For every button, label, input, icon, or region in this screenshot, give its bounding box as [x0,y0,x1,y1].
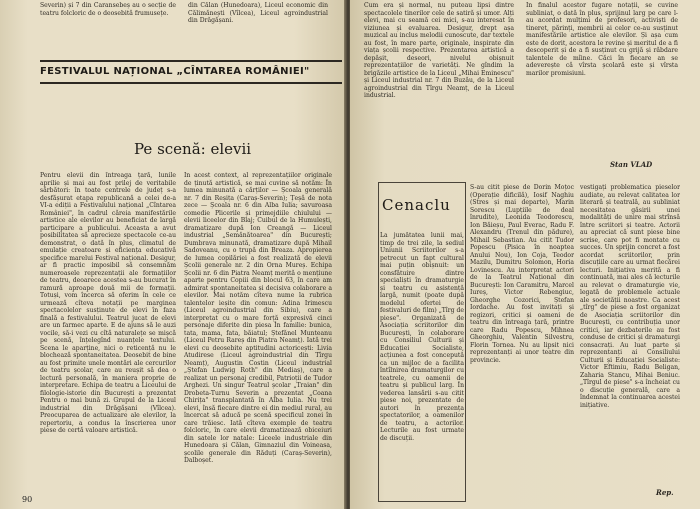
article-column-1: Pentru elevii din întreaga țară, lunile aprilie și mai au fost prilej de veritabile sărbători: în toate centrele de județ s-a desfășurat etapa republicană a celei de-a VI-a ediții a Festivalului național „Cîntarea României", în cadrul căreia manifestările artistice ale elevilor au beneficiat de largă participare a publicului. Aceasta a avut posibilitatea să aprecieze spectacole ce-au demonstrat, o dată în plus, climatul de emulație creatoare și eficiența educativă specifice marelui Festival național. Desigur, ar fi practic imposibil să consemnăm numeroasele reprezentații ale formațiilor de teatru, deoarece acestea s-au bucurat în ramură aproape două mii de formații. Totuși, vom încerca să oferim în cele ce urmează cîteva notații pe marginea spectacolelor susținute de elevi în faza finală a festivalului. Teatrul jucat de elevi are un farmec aparte. E de ajuns să le auzi vocile, să-i vezi cu cîtă naturalețe se mișcă pe scenă, înțelegînd nuanțele textului. Scena le aparține, nici o reticență nu le blochează spontaneitatea. Deosebit de bine au fost primite unele montări ale cercurilor de teatru școlar, care au reușit să dea o lectură personală, în maniera proprie de interpretare. Echipa de teatru a Liceului de filologie-istorie din București a prezentat Pentru o mai bună zi. Grupul de la Liceul industrial din Drăgășani (Vîlcea). Preocuparea de actualizare ale elevilor, la repertoriu, a condus la înscrierea unor piese de certă valoare artistică. [40,172,176,434]
article-column-2: În acest context, al reprezentațiilor originale de ținută artistică, se mai cuvine să notăm: În lumea minunată a cărților — Școala generală nr. 7 din Reșița (Caraș-Severin); Țeșă de nota zece — Școala nr. 6 din Alba Iulia; savuroasa comedie Plicerile și primejdiile chiulului — elevii liceelor din Blaj; Cuibul de la Humulești, dramatizare după Ion Creangă — Liceul industrial „Semănătoarea" din București; Dumbrava minunată, dramatizare după Mihail Sadoveanu, cu o trupă din Breaza. Apropierea de lumea copilăriei a fost realizată de elevii Școlii generale nr. 2 din Orna Mureș. Echipa Școlii nr. 6 din Piatra Neamț merită o mențiune aparte pentru Copiii din blocul 63, în care am admirat spontaneitatea și decisiva colaborare a elevilor. Mai notăm cîteva nume la rubrica talentelor ieșite din comun: Adina Irimescu (Liceul agroindustrial din Sibiu), care a interpretat cu o mare forță expresivă cinci personaje diferite din piesa În familie: bunica, tata, mama, fata, băiatul; Ștefănel Munteanu (Liceul Petru Rareș din Piatra Neamț). Iată trei elevi cu deosebite aptitudini actoricești: Livia Atudirese (Liceul agroindustrial din Tîrgu Neamț), Augustin Costin (Liceul industrial „Ștefan Ludwig Roth" din Mediaș), care a realizat un personaj credibil, Patrioții de Tudor Arghezi. Un singur Teatrul școlar „Traian" din Drobeta-Turnu Severin a prezentat „Coana Chirița" transplantată în Alba Iulia. Nu trei elevi, însă fiecare dintre ei din mediul rural, au încercat să aducă pe scenă specificul zonei în care trăiesc. Iată cîteva exemple de teatru folcloric, în care elevii dramatizează obiceiuri din satele lor natale: Liceele industriale din Hunedoara și Călan, Gimnaziul din Voineasa, școlile generale din Răduți (Caraș-Severin), Dalboșet. [184,172,332,464]
top-column-1: Cum era și normal, nu puteau lipsi dintre spectacolele tinerilor cele de satiră și umor. Alți elevi, mai cu seamă cei mici, s-au interesat în viziunea și evaluarea. Desigur, drept așa muzical au inclus melodii cunoscute, dar textele au fost, în mare parte, originale, inspirate din viața școlii respective. Prezentarea artistică a depășit, deseori, nivelul obișnuit reprezentațiilor de varietăți. Ne gîndim la brigăzile artistice de la Liceul „Mihai Eminescu" și Liceul industrial nr. 7 din Buzău, de la Liceul agroindustrial din Tîrgu Neamț, de la Liceul industrial. [364,2,514,99]
cenaclu-title: Cenaclu [382,196,451,214]
top-column-2: În finalul acestor fugare notații, se cuvine subliniat, o dată în plus, sprijinul larg pe care l-au acordat mulțimi de profesori, activiști de tineret, părinți, membrii ai celor ce-au susținut manifestările artistice ale elevilor. Și așa cum este de dorit, acestora le revine și meritul de a fi descoperit și de a fi susținut cu grijă și răbdare talentele de mîine. Căci în fiecare an se adeverește că vîrsta școlară este și vîrsta marilor promisiuni. [526,2,678,77]
cenaclu-frame [378,182,466,502]
festival-title: FESTIVALUL NAȚIONAL „CÎNTAREA ROMÂNIEI" [40,66,310,77]
signature-bottom: Rep. [656,488,674,497]
signature-top: Stan VLAD [610,160,653,169]
title-rule-top [40,60,342,62]
cenaclu-column-1: La jumătatea lunii mai, timp de trei zile, la sediul Uniunii Scriitorilor s-a petrecut un fapt cultural mai puțin obișnuit: un consfătuire dintre specialiști în dramaturgie și teatru cu asistență largă, numit (poate după modelul ofertei de festivaluri de film) „Tîrg de piese". Organizată de Asociația scriitorilor din București, în colaborare cu Consiliul Culturii și Educației Socialiste, acțiunea a fost concepută ca un mijloc de a facilita întîlnirea dramaturgilor cu teatrele, cu oamenii de teatru și publicul larg. În vederea lansării s-au citit piese noi, prezentate de autori în prezența spectatorilor, a oamenilor de teatru, a actorilor. Lecturile au fost urmate de discuții. [380,232,464,442]
left-page [0,0,346,509]
top-column-left: Severin) și 7 din Caransebeș au o secție de teatru folcloric de o deosebită frumusețe. [40,2,176,17]
top-column-right: din Călan (Hunedoara), Liceul economic din Călimănești (Vîlcea), Liceul agroindustrial din Drăgășani. [188,2,328,24]
cenaclu-column-3: vestigați problematica pieselor audiate, au relevat calitatea lor literară și teatrală, au subliniat necesitatea găsirii unei modalități de unire mai strînsă între scriitori și teatre. Actorii au apreciat că sunt piese bine scrise, care pot fi montate cu succes. Un sprijin concret a fost acordat scriitorilor, prin discuțiile care au urmat fiecărei lecturi. Inițiativa merită a fi continuată, mai ales că lecturile au relevat o dramaturgie vie, legată de problemele actuale ale societății noastre. Ca acest „tîrg" de piese a fost organizat de Asociația scriitorilor din București, cu contribuția unor critici, iar dezbaterile au fost conduse de critici și dramaturgi consacrați. Au luat parte și reprezentanți ai Consiliului Culturii și Educației Socialiste: Victor Eftimiu, Radu Beligan, Zaharia Stancu, Mihai Beniuc. „Tîrgul de piese" s-a încheiat cu o discuție generală, care a îndemnat la continuarea acestei inițiative. [580,184,680,409]
page-number: 90 [22,495,33,504]
title-rule-bottom [40,82,342,84]
cenaclu-column-2: S-au citit piese de Dorin Moțoc (Operație dificilă), Iosif Naghiu (Stres și mai departe), Marin Sorescu (Lupțiile de deal înrudite), Leonida Teodorescu, Ion Băieșu, Paul Everac, Radu F. Alexandru (Trenul din pădure), Mihail Sebastian. Au citit Tudor Popescu (Pisica în noaptea Anului Nou), Ion Coja, Teodor Mazilu, Dumitru Solomon, Horia Lovinescu. Au interpretat actori de la Teatrul Național din București: Ion Caramitru, Marcel Iureș, Victor Rebengiuc, Gheorghe Cozorici, Ștefan Iordache. Au fost invitați și regizori, critici și oameni de teatru din întreaga țară, printre care Radu Popescu, Mihnea Gheorghiu, Valentin Silvestru, Florin Tornea. Nu au lipsit nici reprezentanți ai unor teatre din provincie. [470,184,574,364]
section-title: Pe scenă: elevii [134,140,252,158]
